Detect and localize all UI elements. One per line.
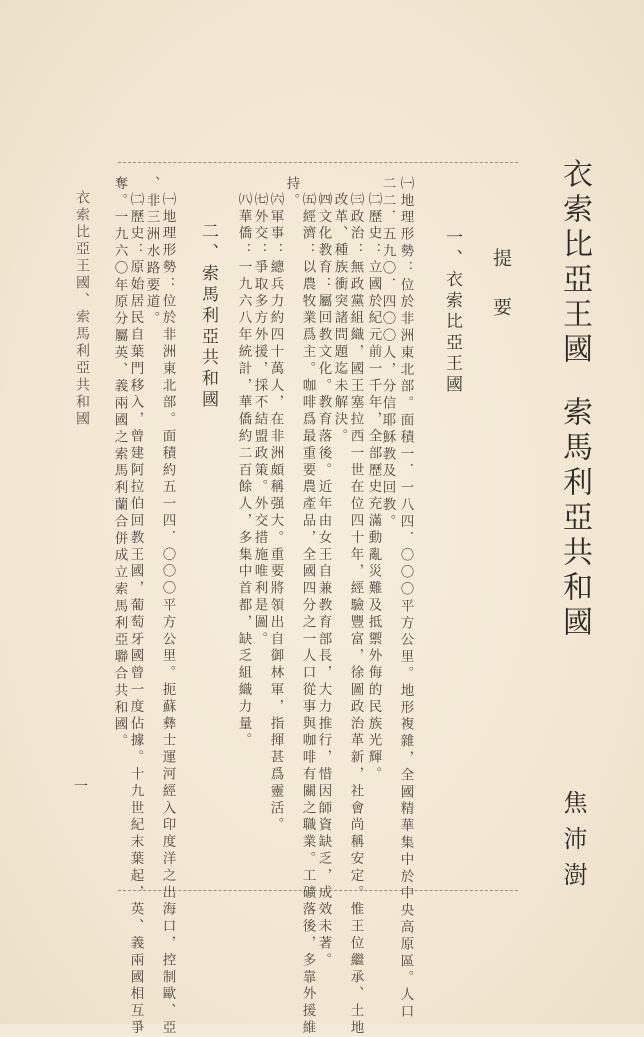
- title-ethiopia: 衣索比亞王國: [557, 158, 592, 368]
- section-2-col-3: ㈡歷史：原始居民自葉門移入，曾建阿拉伯回教王國，葡萄牙國曾一度佔據。十九世紀末葉起，英、義兩國相互爭: [127, 192, 144, 1037]
- author-name: 焦沛澍: [559, 790, 587, 898]
- section-2-heading: 二、索馬利亞共和國: [198, 222, 218, 411]
- running-head: 衣索比亞王國、索馬利亞共和國: [74, 190, 90, 428]
- section-2-col-4: 奪。一九六〇年原分屬英、義兩國之索馬利蘭合併成立索馬利亞聯合共和國。: [111, 176, 128, 751]
- section-1-col-11: ㈧華僑：一九六八年統計，華僑約二百餘人，多集中首都，缺乏組織力量。: [235, 192, 252, 750]
- main-title: [552, 158, 596, 641]
- section-2-col-1: ㈠地理形勢：位於非洲東北部。面積約五一四．〇〇〇平方公里。扼蘇彝士運河經入印度洋之出海口，控制歐、亞: [159, 192, 176, 1037]
- section-1-col-10: ㈦外交：爭取多方外援，採不結盟政策。外交措施唯利是圖。: [251, 192, 268, 649]
- section-1-col-9: ㈥軍事：總兵力約四十萬人，在非洲頗稱强大。重要將領出自御林軍，指揮甚爲靈活。: [267, 192, 284, 835]
- section-1-col-2: 二二．五九〇．四〇〇人，分信耶穌教及回教。: [379, 176, 396, 531]
- section-1-col-6: ㈣文化教育：屬回教文化。教育落後。近年由女王自兼教育部長，大力推行，惜因師資缺乏，成效未著。: [315, 192, 332, 970]
- section-1-heading: 一、衣索比亞王國: [442, 228, 462, 396]
- section-1-col-3: ㈡歷史：立國於紀元前一千年，全部歷史充滿動亂災難及抵禦外侮的民族光輝。: [365, 192, 382, 784]
- section-1-col-7: ㈤經濟：以農牧業爲主。咖啡爲最重要農產品，全國四分之一人口從事與咖啡有關之職業。工礦落後，多靠外援維: [299, 192, 316, 1037]
- section-1-col-4: ㈢政治：無政黨組織，國王塞拉西一世在位四十年，經驗豐富，徐圖政治革新，社會尚稱安定。惟王位繼承、土地: [347, 192, 364, 1037]
- title-somalia: 索馬利亞共和國: [557, 396, 592, 641]
- section-2-col-2: 、非三洲水路要道。: [143, 176, 160, 329]
- top-divider: [118, 162, 518, 163]
- section-1-col-1: ㈠地理形勢：位於非洲東北部。面積一．一八四．〇〇〇平方公里。地形複雜，全國精華集中於中央高原區。人口: [397, 176, 414, 1021]
- section-1-col-8: 持。: [283, 176, 300, 210]
- page-number: 一: [74, 779, 88, 795]
- section-1-col-5: 改革、種族衝突諸問題迄未解決。: [331, 192, 348, 446]
- summary-heading: 提要: [490, 248, 512, 346]
